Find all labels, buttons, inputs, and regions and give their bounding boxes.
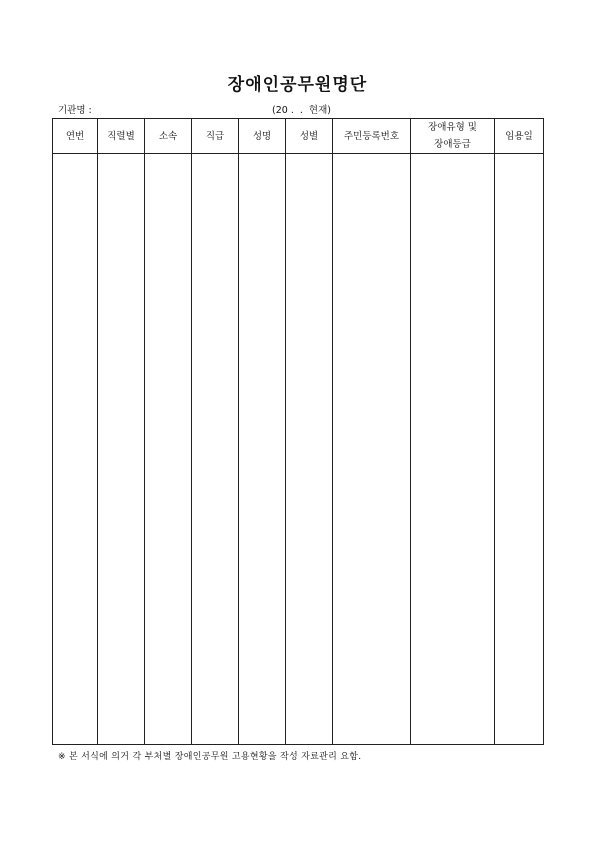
cell-name[interactable] [239, 154, 286, 745]
column-header-resident-number: 주민등록번호 [333, 119, 411, 154]
column-header-disability-type: 장애유형 및 [428, 122, 477, 133]
agency-label: 기관명 : [58, 105, 92, 116]
cell-department[interactable] [145, 154, 192, 745]
disabled-employee-roster-table [52, 118, 544, 745]
cell-job-series[interactable] [98, 154, 145, 745]
cell-gender[interactable] [286, 154, 333, 745]
cell-appointment-date[interactable] [495, 154, 544, 745]
cell-resident-number[interactable] [333, 154, 411, 745]
cell-serial-number[interactable] [53, 154, 98, 745]
cell-rank[interactable] [192, 154, 239, 745]
column-header-rank: 직급 [192, 119, 239, 154]
column-header-gender: 성별 [286, 119, 333, 154]
column-header-name: 성명 [239, 119, 286, 154]
column-header-appointment-date: 임용일 [495, 119, 544, 154]
table-row [53, 154, 544, 745]
document-title: 장애인공무원명단 [227, 75, 368, 95]
column-header-disability-grade: 장애등급 [434, 139, 471, 150]
column-header-serial-number: 연번 [53, 119, 98, 154]
column-header-disability-type-grade [411, 119, 495, 154]
footnote: ※ 본 서식에 의거 각 부처별 장애인공무원 고용현황을 작성 자료관리 요함. [58, 752, 362, 762]
column-header-job-series: 직렬별 [98, 119, 145, 154]
table-header-row [53, 119, 544, 154]
cell-disability-type-grade[interactable] [411, 154, 495, 745]
column-header-department: 소속 [145, 119, 192, 154]
as-of-date-label: (20 . . 현재) [272, 105, 331, 116]
